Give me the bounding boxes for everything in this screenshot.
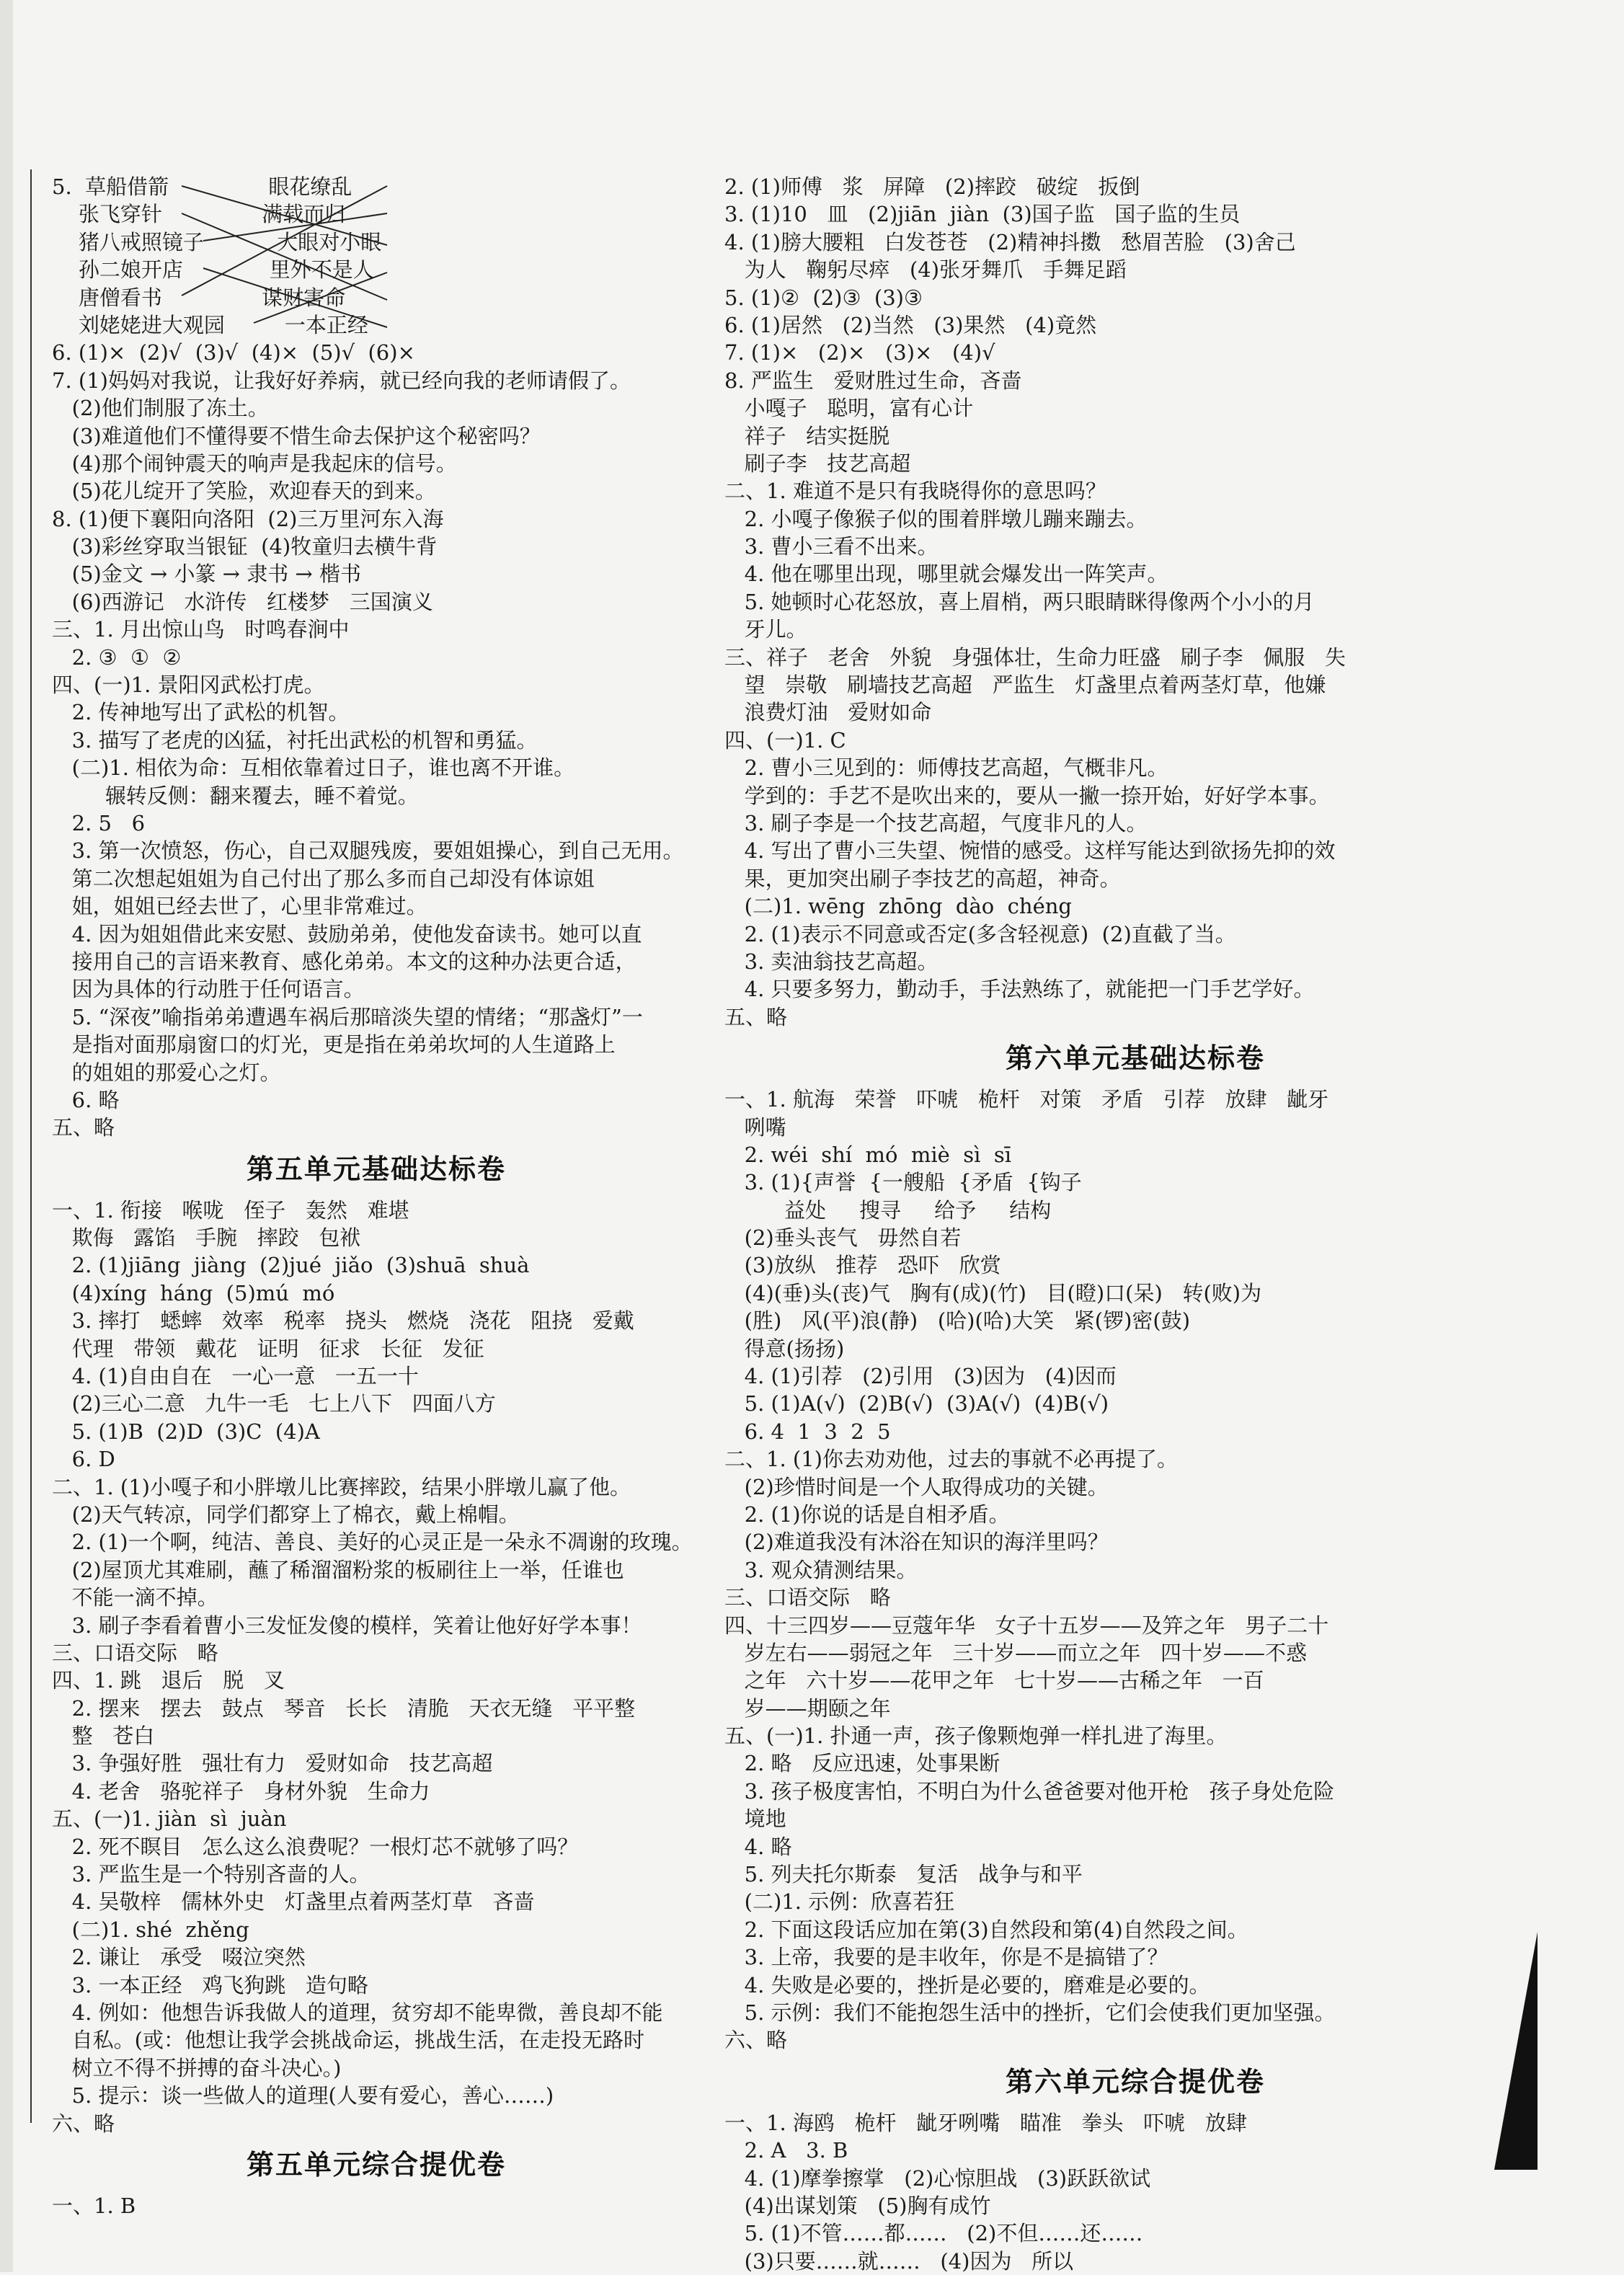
answer-line: 岁左右——弱冠之年 三十岁——而立之年 四十岁——不惑 [724, 1640, 1307, 1665]
answer-line: 姐，姐姐已经去世了，心里非常难过。 [52, 894, 427, 919]
answer-line: 二、1. (1)小嘎子和小胖墩儿比赛摔跤，结果小胖墩儿赢了他。 [52, 1474, 631, 1499]
answer-line: 2. 曹小三见到的：师傅技艺高超，气概非凡。 [724, 755, 1168, 781]
answer-line: (2)天气转凉，同学们都穿上了棉衣，戴上棉帽。 [52, 1502, 520, 1527]
answer-line: (二)1. 示例：欣喜若狂 [724, 1889, 955, 1915]
answer-line: 得意(扬扬) [724, 1336, 845, 1361]
section-heading: 第六单元综合提优卷 [1005, 2065, 1265, 2098]
answer-line: 4. (1)自由自在 一心一意 一五一十 [52, 1364, 419, 1389]
answer-line: 四、1. 跳 退后 脱 叉 [52, 1668, 285, 1693]
answer-line: 一、1. 航海 荣誉 吓唬 桅杆 对策 矛盾 引荐 放肆 龇牙 [724, 1087, 1329, 1112]
answer-line: (5)金文 → 小篆 → 隶书 → 楷书 [52, 562, 361, 587]
answer-line: 5. 示例：我们不能抱怨生活中的挫折，它们会使我们更加坚强。 [724, 2000, 1336, 2025]
answer-line: 4. (1)摩拳擦掌 (2)心惊胆战 (3)跃跃欲试 [724, 2165, 1151, 2191]
answer-line: (3)只要……就…… (4)因为 所以 [724, 2248, 1074, 2274]
answer-line: (2)垂头丧气 毋然自若 [724, 1225, 962, 1251]
answer-line: 3. 卖油翁技艺高超。 [724, 949, 939, 974]
section-heading: 第五单元综合提优卷 [246, 2148, 506, 2181]
answer-line: 境地 [724, 1806, 786, 1832]
answer-line: 张飞穿针 满载而归 [52, 202, 346, 227]
answer-line: 为人 鞠躬尽瘁 (4)张牙舞爪 手舞足蹈 [724, 257, 1127, 283]
answer-line: 3. 刷子李看着曹小三发怔发傻的模样，笑着让他好好学本事！ [52, 1613, 642, 1638]
answer-line: 4. 只要多努力，勤动手，手法熟练了，就能把一门手艺学好。 [724, 977, 1315, 1002]
answer-line: 是指对面那扇窗口的灯光，更是指在弟弟坎坷的人生道路上 [52, 1032, 616, 1057]
page-shadow [1494, 1932, 1538, 2170]
answer-line: 2. (1)jiāng jiàng (2)jué jiǎo (3)shuā shuà [52, 1253, 530, 1278]
answer-line: 欺侮 露馅 手腕 摔跤 包袱 [52, 1225, 361, 1251]
answer-line: 六、略 [724, 2028, 788, 2053]
answer-line: 3. 争强好胜 强壮有力 爱财如命 技艺高超 [52, 1751, 493, 1776]
answer-line: 3. (1)10 皿 (2)jiān jiàn (3)国子监 国子监的生员 [724, 202, 1241, 227]
margin-rule [30, 169, 32, 2123]
answer-line: 孙二娘开店 里外不是人 [52, 257, 374, 283]
answer-line: 整 苍白 [52, 1724, 155, 1749]
answer-line: 2. (1)师傅 浆 屏障 (2)摔跤 破绽 扳倒 [724, 174, 1140, 199]
answer-line: (5)花儿绽开了笑脸，欢迎春天的到来。 [52, 479, 436, 504]
answer-line: 果，更加突出刷子李技艺的高超，神奇。 [724, 866, 1121, 891]
answer-line: (2)屋顶尤其难刷，蘸了稀溜溜粉浆的板刷往上一举，任谁也 [52, 1557, 624, 1582]
answer-line: 一、1. 海鸥 桅杆 龇牙咧嘴 瞄准 拳头 吓唬 放肆 [724, 2110, 1247, 2135]
answer-line: 猪八戒照镜子 大眼对小眼 [52, 229, 382, 254]
answer-line: (4)(垂)头(丧)气 胸有(成)(竹) 目(瞪)口(呆) 转(败)为 [724, 1280, 1262, 1305]
answer-line: 3. 刷子李是一个技艺高超，气度非凡的人。 [724, 810, 1148, 835]
answer-line: 代理 带领 戴花 证明 征求 长征 发征 [52, 1336, 484, 1361]
answer-line: (3)彩丝穿取当银钲 (4)牧童归去横牛背 [52, 534, 438, 559]
answer-line: (二)1. 相依为命：互相依靠着过日子，谁也离不开谁。 [52, 755, 575, 781]
answer-line: 4. 吴敬梓 儒林外史 灯盏里点着两茎灯草 吝啬 [52, 1889, 535, 1915]
answer-line: 3. 曹小三看不出来。 [724, 534, 939, 559]
answer-line: 6. (1)× (2)√ (3)√ (4)× (5)√ (6)× [52, 340, 415, 365]
answer-line: 咧嘴 [724, 1114, 786, 1140]
answer-line: 唐僧看书 谋财害命 [52, 285, 346, 310]
answer-line: 2. 谦让 承受 啜泣突然 [52, 1945, 306, 1970]
answer-line: 4. 略 [724, 1834, 792, 1859]
answer-line: 2. (1)表示不同意或否定(多含轻视意) (2)直截了当。 [724, 921, 1236, 946]
section-heading: 第六单元基础达标卷 [1005, 1042, 1265, 1075]
answer-line: 岁——期颐之年 [724, 1695, 891, 1721]
answer-line: 六、略 [52, 2111, 115, 2136]
answer-line: 一、1. B [52, 2193, 136, 2218]
answer-line: 一、1. 衔接 喉咙 侄子 轰然 难堪 [52, 1197, 409, 1223]
answer-line: 4. 例如：他想告诉我做人的道理，贫穷却不能卑微，善良却不能 [52, 2000, 663, 2025]
answer-line: 5. “深夜”喻指弟弟遭遇车祸后那暗淡失望的情绪；“那盏灯”一 [52, 1004, 643, 1029]
answer-line: 3. 上帝，我要的是丰收年，你是不是搞错了？ [724, 1945, 1168, 1970]
answer-line: 4. (1)膀大腰粗 白发苍苍 (2)精神抖擞 愁眉苦脸 (3)舍己 [724, 229, 1296, 254]
answer-line: 5. 提示：谈一些做人的道理(人要有爱心，善心……) [52, 2083, 554, 2108]
left-column [52, 173, 701, 2219]
answer-line: 3. 第一次愤怒，伤心，自己双腿残废，要姐姐操心，到自己无用。 [52, 838, 684, 864]
answer-line: 8. 严监生 爱财胜过生命，吝啬 [724, 368, 1022, 393]
answer-line: 三、口语交际 略 [52, 1640, 218, 1665]
answer-line: 2. wéi shí mó miè sì sī [724, 1142, 1012, 1167]
answer-line: 7. (1)妈妈对我说，让我好好养病，就已经向我的老师请假了。 [52, 368, 631, 393]
answer-line: 二、1. (1)你去劝劝他，过去的事就不必再提了。 [724, 1447, 1178, 1472]
answer-line: 4. 写出了曹小三失望、惋惜的感受。这样写能达到欲扬先抑的效 [724, 838, 1336, 864]
answer-line: 因为具体的行动胜于任何语言。 [52, 977, 365, 1002]
answer-line: (4)出谋划策 (5)胸有成竹 [724, 2193, 991, 2218]
answer-line: 三、口语交际 略 [724, 1585, 891, 1610]
answer-line: 4. 他在哪里出现，哪里就会爆发出一阵笑声。 [724, 562, 1168, 587]
answer-line: 2. A 3. B [724, 2138, 848, 2163]
page-left-edge [0, 0, 13, 2272]
answer-line: 2. 摆来 摆去 鼓点 琴音 长长 清脆 天衣无缝 平平整 [52, 1695, 636, 1721]
answer-line: 4. 因为姐姐借此来安慰、鼓励弟弟，使他发奋读书。她可以直 [52, 921, 642, 946]
answer-line: 4. (1)引荐 (2)引用 (3)因为 (4)因而 [724, 1364, 1117, 1389]
answer-line: 小嘎子 聪明，富有心计 [724, 396, 974, 421]
answer-line: 5. 列夫托尔斯泰 复活 战争与和平 [724, 1862, 1083, 1887]
answer-line: 的姐姐的那爱心之灯。 [52, 1060, 281, 1085]
right-column [724, 173, 1546, 2275]
answer-line: 2. 略 反应迅速，处事果断 [724, 1751, 1000, 1776]
answer-line: 5. (1)② (2)③ (3)③ [724, 285, 923, 310]
answer-line: (3)放纵 推荐 恐吓 欣赏 [724, 1253, 1001, 1278]
answer-line: 3. 一本正经 鸡飞狗跳 造句略 [52, 1972, 368, 1997]
answer-line: 牙儿。 [724, 617, 807, 642]
answer-line: 5. (1)不管……都…… (2)不但……还…… [724, 2221, 1143, 2246]
answer-line: 2. ③ ① ② [52, 644, 182, 670]
answer-line: 望 崇敬 刷墙技艺高超 严监生 灯盏里点着两茎灯草，他嫌 [724, 673, 1326, 698]
answer-line: 6. 略 [52, 1087, 120, 1112]
answer-line: (二)1. wēng zhōng dào chéng [724, 894, 1072, 919]
answer-line: 3. 描写了老虎的凶猛，衬托出武松的机智和勇猛。 [52, 727, 538, 753]
answer-line: 三、祥子 老舍 外貌 身强体壮，生命力旺盛 刷子李 佩服 失 [724, 644, 1346, 670]
answer-line: 2. 传神地写出了武松的机智。 [52, 700, 350, 725]
answer-line: 五、(一)1. jiàn sì juàn [52, 1806, 287, 1832]
answer-line: 刘姥姥进大观园 一本正经 [52, 312, 368, 337]
answer-line: 之年 六十岁——花甲之年 七十岁——古稀之年 一百 [724, 1668, 1264, 1693]
answer-line: (4)xíng háng (5)mú mó [52, 1280, 335, 1305]
answer-line: (2)三心二意 九牛一毛 七上八下 四面八方 [52, 1391, 496, 1416]
answer-line: 刷子李 技艺高超 [724, 451, 911, 476]
answer-line: 6. (1)居然 (2)当然 (3)果然 (4)竟然 [724, 312, 1097, 337]
answer-line: 2. (1)一个啊，纯洁、善良、美好的心灵正是一朵永不凋谢的玫瑰。 [52, 1530, 693, 1555]
answer-line: 2. 5 6 [52, 810, 146, 835]
answer-line: (2)他们制服了冻土。 [52, 396, 269, 421]
answer-line: 2. 死不瞑目 怎么这么浪费呢？一根灯芯不就够了吗？ [52, 1834, 579, 1859]
answer-line: 2. (1)你说的话是自相矛盾。 [724, 1502, 1010, 1527]
answer-line: 3. 严监生是一个特别吝啬的人。 [52, 1862, 370, 1887]
answer-line: 接用自己的言语来教育、感化弟弟。本文的这种办法更合适， [52, 949, 636, 974]
answer-line: 5. 草船借箭 眼花缭乱 [52, 174, 352, 199]
answer-line: (4)那个闹钟震天的响声是我起床的信号。 [52, 451, 457, 476]
answer-line: 4. 失败是必要的，挫折是必要的，磨难是必要的。 [724, 1972, 1210, 1997]
answer-line: 学到的：手艺不是吹出来的，要从一撇一捺开始，好好学本事。 [724, 783, 1330, 808]
answer-line: 第二次想起姐姐为自己付出了那么多而自己却没有体谅姐 [52, 866, 595, 891]
answer-line: 2. 小嘎子像猴子似的围着胖墩儿蹦来蹦去。 [724, 506, 1148, 531]
answer-line: 5. 她顿时心花怒放，喜上眉梢，两只眼睛眯得像两个小小的月 [724, 589, 1315, 614]
answer-line: 5. (1)A(√) (2)B(√) (3)A(√) (4)B(√) [724, 1391, 1109, 1416]
answer-line: 3. 观众猜测结果。 [724, 1557, 918, 1582]
answer-line: 五、略 [724, 1004, 788, 1029]
answer-line: 7. (1)× (2)× (3)× (4)√ [724, 340, 995, 365]
answer-line: 自私。(或：他想让我学会挑战命运，挑战生活，在走投无路时 [52, 2028, 644, 2053]
answer-line: 5. (1)B (2)D (3)C (4)A [52, 1419, 320, 1444]
answer-line: 五、略 [52, 1115, 115, 1140]
answer-line: 8. (1)便下襄阳向洛阳 (2)三万里河东入海 [52, 506, 444, 531]
answer-line: 辗转反侧：翻来覆去，睡不着觉。 [52, 783, 419, 808]
answer-line: 二、1. 难道不是只有我晓得你的意思吗？ [724, 479, 1106, 504]
answer-line: 4. 老舍 骆驼祥子 身材外貌 生命力 [52, 1778, 430, 1804]
answer-line: 6. 4 1 3 2 5 [724, 1419, 891, 1444]
answer-line: 五、(一)1. 扑通一声，孩子像颗炮弹一样扎进了海里。 [724, 1724, 1228, 1749]
answer-line: 6. D [52, 1447, 115, 1472]
answer-line: 树立不得不拼搏的奋斗决心。) [52, 2055, 342, 2080]
answer-line: 四、(一)1. C [724, 727, 846, 753]
answer-line: 不能一滴不掉。 [52, 1585, 218, 1610]
section-heading: 第五单元基础达标卷 [246, 1153, 506, 1185]
answer-line: (6)西游记 水浒传 红楼梦 三国演义 [52, 589, 433, 614]
answer-line: 3. 摔打 蟋蟀 效率 税率 挠头 燃烧 浇花 阻挠 爱戴 [52, 1308, 634, 1334]
answer-line: (3)难道他们不懂得要不惜生命去保护这个秘密吗？ [52, 423, 541, 448]
answer-line: 2. 下面这段话应加在第(3)自然段和第(4)自然段之间。 [724, 1917, 1248, 1942]
answer-line: 3. (1){声誉 {一艘船 {矛盾 {钩子 [724, 1170, 1082, 1195]
answer-line: 三、1. 月出惊山鸟 时鸣春涧中 [52, 617, 350, 642]
answer-line: 益处 搜寻 给予 结构 [724, 1197, 1052, 1223]
answer-line: (2)难道我没有沐浴在知识的海洋里吗？ [724, 1530, 1109, 1555]
answer-line: 浪费灯油 爱财如命 [724, 700, 932, 725]
answer-line: 祥子 结实挺脱 [724, 423, 890, 448]
answer-line: 3. 孩子极度害怕，不明白为什么爸爸要对他开枪 孩子身处危险 [724, 1778, 1335, 1804]
answer-line: 四、(一)1. 景阳冈武松打虎。 [52, 673, 325, 698]
answer-line: (二)1. shé zhěng [52, 1917, 249, 1942]
answer-line: (2)珍惜时间是一个人取得成功的关键。 [724, 1474, 1109, 1499]
answer-line: (胜) 风(平)浪(静) (哈)(哈)大笑 紧(锣)密(鼓) [724, 1308, 1191, 1334]
answer-line: 四、十三四岁——豆蔻年华 女子十五岁——及笄之年 男子二十 [724, 1613, 1329, 1638]
